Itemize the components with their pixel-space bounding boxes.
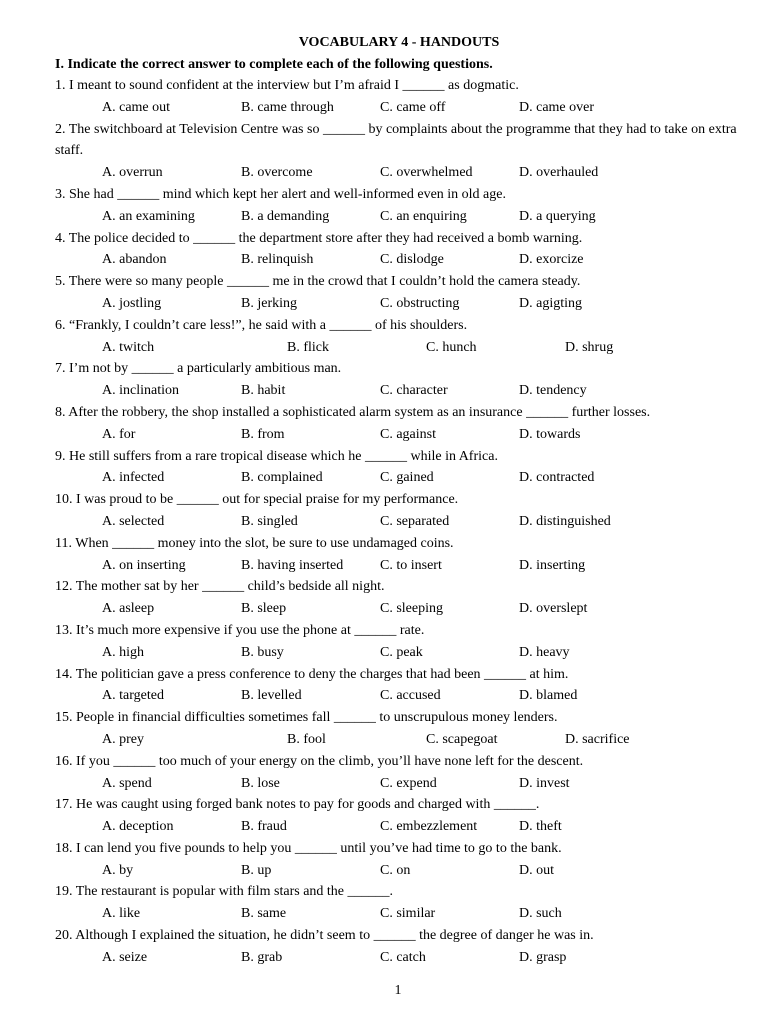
option-a: A. twitch — [102, 339, 155, 355]
option-a: A. like — [102, 906, 141, 922]
option-a: A. high — [102, 644, 144, 660]
page-number: 1 — [394, 983, 402, 998]
option-d: D. grasp — [519, 949, 567, 965]
option-c: C. peak — [380, 644, 423, 660]
option-a: A. abandon — [102, 252, 167, 268]
option-c: C. overwhelmed — [380, 165, 473, 181]
question-item — [55, 794, 745, 838]
answer-options — [55, 729, 745, 751]
question-stem: 19. The restaurant is popular with film stars and the ______. — [55, 884, 394, 900]
question-stem: 6. “Frankly, I couldn’t care less!”, he said with a ______ of his shoulders. — [55, 317, 468, 333]
option-c: C. accused — [380, 688, 441, 704]
question-item — [55, 751, 745, 795]
option-b: B. relinquish — [241, 252, 314, 268]
question-stem: 14. The politician gave a press conference to deny the charges that had been ______ at him. — [55, 666, 569, 682]
option-c: C. came off — [380, 99, 446, 115]
option-b: B. having inserted — [241, 557, 344, 573]
question-stem: 3. She had ______ mind which kept her alert and well-informed even in old age. — [55, 186, 506, 202]
answer-options — [55, 903, 745, 925]
question-item — [55, 664, 745, 708]
option-a: A. asleep — [102, 601, 155, 617]
option-c: C. separated — [380, 513, 450, 529]
option-d: D. tendency — [519, 383, 587, 399]
option-d: D. inserting — [519, 557, 586, 573]
answer-options — [55, 773, 745, 795]
answer-options — [55, 555, 745, 577]
question-stem: 18. I can lend you five pounds to help you ______ until you’ve had time to go to the bank. — [55, 840, 562, 856]
option-c: C. gained — [380, 470, 434, 486]
answer-options — [55, 642, 745, 664]
option-a: A. overrun — [102, 165, 163, 181]
question-item — [55, 75, 745, 119]
question-item — [55, 707, 745, 751]
answer-options — [55, 337, 745, 359]
option-b: B. up — [241, 862, 272, 878]
question-item — [55, 402, 745, 446]
question-stem: 8. After the robbery, the shop installed a sophisticated alarm system as an insurance ______ further losses. — [55, 404, 651, 420]
option-d: D. contracted — [519, 470, 595, 486]
option-c: C. expend — [380, 775, 437, 791]
option-c: C. character — [380, 383, 448, 399]
answer-options — [55, 380, 745, 402]
option-b: B. singled — [241, 513, 298, 529]
option-a: A. an examining — [102, 208, 195, 224]
option-a: A. deception — [102, 819, 174, 835]
option-d: D. towards — [519, 426, 581, 442]
question-item — [55, 533, 745, 577]
question-item — [55, 576, 745, 620]
question-stem: 5. There were so many people ______ me in the crowd that I couldn’t hold the camera steady. — [55, 274, 581, 290]
question-stem: 9. He still suffers from a rare tropical disease which he ______ while in Africa. — [55, 448, 498, 464]
option-d: D. invest — [519, 775, 570, 791]
question-item — [55, 620, 745, 664]
option-c: C. similar — [380, 906, 436, 922]
option-a: A. spend — [102, 775, 152, 791]
question-stem: 2. The switchboard at Television Centre was so ______ by complaints about the programme that they had to take on extra staff. — [55, 121, 737, 159]
option-a: A. by — [102, 862, 134, 878]
question-stem: 16. If you ______ too much of your energy on the climb, you’ll have none left for the descent. — [55, 753, 584, 769]
question-stem: 20. Although I explained the situation, he didn’t seem to ______ the degree of danger he was in. — [55, 928, 594, 944]
option-b: B. sleep — [241, 601, 287, 617]
answer-options — [55, 511, 745, 533]
option-c: C. against — [380, 426, 436, 442]
question-item — [55, 358, 745, 402]
option-b: B. grab — [241, 949, 283, 965]
option-d: D. distinguished — [519, 513, 611, 529]
question-list — [55, 75, 745, 969]
question-item — [55, 119, 745, 184]
option-a: A. selected — [102, 513, 165, 529]
answer-options — [55, 97, 745, 119]
answer-options — [55, 685, 745, 707]
option-c: C. to insert — [380, 557, 442, 573]
answer-options — [55, 293, 745, 315]
option-d: D. overslept — [519, 601, 588, 617]
answer-options — [55, 947, 745, 969]
option-d: D. came over — [519, 99, 595, 115]
question-stem: 15. People in financial difficulties sometimes fall ______ to unscrupulous money lenders. — [55, 710, 558, 726]
option-d: D. such — [519, 906, 562, 922]
option-b: B. flick — [287, 339, 329, 355]
answer-options — [55, 249, 745, 271]
question-stem: 17. He was caught using forged bank notes to pay for goods and charged with ______. — [55, 797, 540, 813]
question-item — [55, 881, 745, 925]
question-stem: 4. The police decided to ______ the department store after they had received a bomb warning. — [55, 230, 583, 246]
question-stem: 10. I was proud to be ______ out for special praise for my performance. — [55, 492, 459, 508]
option-b: B. jerking — [241, 295, 297, 311]
option-b: B. overcome — [241, 165, 313, 181]
question-stem: 13. It’s much more expensive if you use the phone at ______ rate. — [55, 622, 425, 638]
option-b: B. from — [241, 426, 285, 442]
option-b: B. levelled — [241, 688, 302, 704]
option-d: D. shrug — [565, 339, 614, 355]
option-c: C. hunch — [426, 339, 477, 355]
option-d: D. overhauled — [519, 165, 599, 181]
question-item — [55, 446, 745, 490]
option-d: D. exorcize — [519, 252, 584, 268]
option-a: A. on inserting — [102, 557, 186, 573]
option-d: D. theft — [519, 819, 562, 835]
option-b: B. complained — [241, 470, 323, 486]
answer-options — [55, 598, 745, 620]
question-item — [55, 315, 745, 359]
option-c: C. dislodge — [380, 252, 444, 268]
document-page — [55, 33, 745, 969]
option-a: A. came out — [102, 99, 171, 115]
answer-options — [55, 424, 745, 446]
option-a: A. inclination — [102, 383, 179, 399]
question-stem: 1. I meant to sound confident at the interview but I’m afraid I ______ as dogmatic. — [55, 78, 519, 93]
option-d: D. sacrifice — [565, 731, 630, 747]
option-b: B. lose — [241, 775, 280, 791]
option-a: A. for — [102, 426, 136, 442]
option-b: B. same — [241, 906, 287, 922]
option-a: A. infected — [102, 470, 165, 486]
answer-options — [55, 467, 745, 489]
option-d: D. heavy — [519, 644, 570, 660]
answer-options — [55, 162, 745, 184]
question-stem: 12. The mother sat by her ______ child’s bedside all night. — [55, 579, 385, 595]
question-item — [55, 489, 745, 533]
option-b: B. fraud — [241, 819, 287, 835]
answer-options — [55, 206, 745, 228]
option-c: C. obstructing — [380, 295, 460, 311]
option-d: D. a querying — [519, 208, 596, 224]
option-c: C. catch — [380, 949, 426, 965]
option-d: D. agigting — [519, 295, 582, 311]
option-d: D. blamed — [519, 688, 578, 704]
option-c: C. on — [380, 862, 411, 878]
question-stem: 11. When ______ money into the slot, be sure to use undamaged coins. — [55, 535, 454, 551]
option-d: D. out — [519, 862, 554, 878]
answer-options — [55, 816, 745, 838]
question-item — [55, 271, 745, 315]
option-c: C. embezzlement — [380, 819, 478, 835]
question-stem: 7. I’m not by ______ a particularly ambitious man. — [55, 361, 342, 377]
option-a: A. seize — [102, 949, 148, 965]
question-item — [55, 228, 745, 272]
document-title: VOCABULARY 4 - HANDOUTS — [298, 35, 500, 50]
option-b: B. a demanding — [241, 208, 330, 224]
answer-options — [55, 860, 745, 882]
option-c: C. sleeping — [380, 601, 443, 617]
option-b: B. habit — [241, 383, 286, 399]
option-c: C. scapegoat — [426, 731, 498, 747]
option-a: A. targeted — [102, 688, 164, 704]
option-b: B. came through — [241, 99, 334, 115]
option-b: B. busy — [241, 644, 284, 660]
option-a: A. jostling — [102, 295, 162, 311]
section-heading: I. Indicate the correct answer to complete each of the following questions. — [55, 57, 493, 72]
question-item — [55, 184, 745, 228]
option-a: A. prey — [102, 731, 144, 747]
question-item — [55, 838, 745, 882]
option-b: B. fool — [287, 731, 326, 747]
question-item — [55, 925, 745, 969]
option-c: C. an enquiring — [380, 208, 467, 224]
